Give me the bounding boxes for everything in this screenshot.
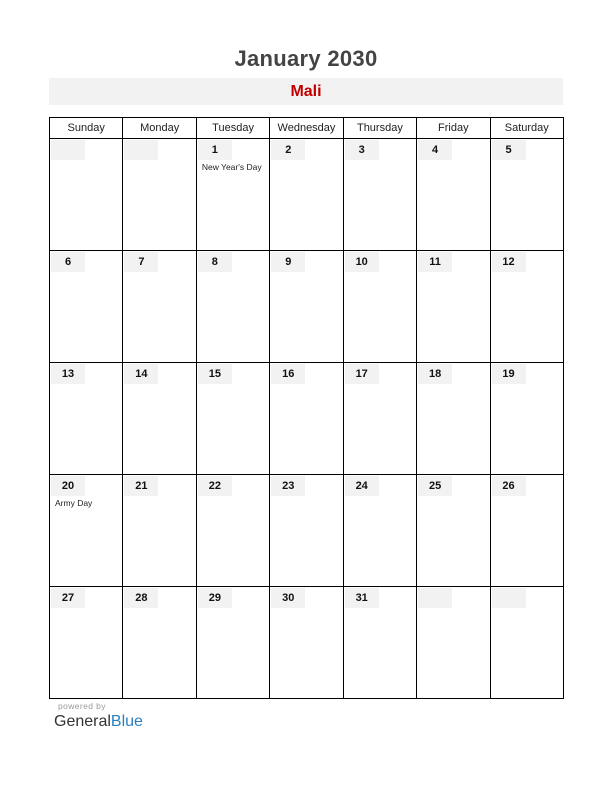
week-row	[50, 251, 564, 363]
day-cell	[490, 475, 563, 587]
weekday-monday: Monday	[123, 118, 196, 139]
weekday-saturday: Saturday	[490, 118, 563, 139]
day-cell	[343, 363, 416, 475]
day-cell	[196, 587, 269, 699]
day-cell	[417, 587, 490, 699]
day-number: 6	[51, 252, 85, 272]
day-number: 13	[51, 364, 85, 384]
day-number: 5	[492, 140, 526, 160]
day-cell	[417, 139, 490, 251]
brand-general: General	[54, 713, 111, 730]
brand-blue: Blue	[110, 713, 143, 730]
day-cell	[490, 587, 563, 699]
day-number	[51, 140, 85, 160]
day-cell	[196, 363, 269, 475]
day-number: 26	[492, 476, 526, 496]
country-banner	[49, 78, 563, 105]
day-number: 12	[492, 252, 526, 272]
day-cell	[270, 139, 343, 251]
day-number: 28	[124, 588, 158, 608]
day-number: 3	[345, 140, 379, 160]
day-cell	[123, 587, 196, 699]
day-number	[124, 140, 158, 160]
day-cell	[270, 251, 343, 363]
holiday-label: New Year's Day	[201, 162, 262, 172]
week-row	[50, 363, 564, 475]
day-cell	[417, 363, 490, 475]
country-name: Mali	[290, 83, 322, 100]
day-cell	[50, 139, 123, 251]
day-cell	[270, 475, 343, 587]
day-number: 15	[198, 364, 232, 384]
day-number: 8	[198, 252, 232, 272]
day-number: 11	[418, 252, 452, 272]
day-number: 10	[345, 252, 379, 272]
day-number: 18	[418, 364, 452, 384]
day-number: 19	[492, 364, 526, 384]
day-cell	[343, 475, 416, 587]
day-number: 7	[124, 252, 158, 272]
week-row	[50, 139, 564, 251]
day-number	[418, 588, 452, 608]
day-cell	[50, 363, 123, 475]
calendar-title: January 2030	[234, 46, 378, 71]
weekday-friday: Friday	[417, 118, 490, 139]
day-cell	[270, 363, 343, 475]
day-cell	[417, 251, 490, 363]
powered-by-text: powered by	[58, 701, 106, 711]
weekday-thursday: Thursday	[343, 118, 416, 139]
holiday-label: Army Day	[55, 498, 93, 508]
day-cell	[50, 587, 123, 699]
day-cell	[270, 587, 343, 699]
day-number: 2	[271, 140, 305, 160]
calendar-grid	[49, 117, 564, 699]
day-number: 27	[51, 588, 85, 608]
calendar-body	[50, 139, 564, 699]
day-cell	[196, 251, 269, 363]
day-cell	[343, 139, 416, 251]
day-number: 22	[198, 476, 232, 496]
day-number: 20	[51, 476, 85, 496]
day-number: 16	[271, 364, 305, 384]
week-row	[50, 475, 564, 587]
weekday-header-row	[50, 118, 564, 139]
day-number: 29	[198, 588, 232, 608]
day-number: 24	[345, 476, 379, 496]
weekday-tuesday: Tuesday	[196, 118, 269, 139]
day-cell	[490, 139, 563, 251]
day-number: 21	[124, 476, 158, 496]
day-number: 4	[418, 140, 452, 160]
day-number: 30	[271, 588, 305, 608]
day-number: 31	[345, 588, 379, 608]
day-cell	[196, 475, 269, 587]
day-cell	[123, 363, 196, 475]
weekday-sunday: Sunday	[50, 118, 123, 139]
day-cell	[50, 475, 123, 587]
weekday-wednesday: Wednesday	[270, 118, 343, 139]
day-number: 14	[124, 364, 158, 384]
day-number: 9	[271, 252, 305, 272]
day-number: 23	[271, 476, 305, 496]
day-number: 1	[198, 140, 232, 160]
day-number: 17	[345, 364, 379, 384]
day-cell	[490, 363, 563, 475]
day-number	[492, 588, 526, 608]
day-cell	[123, 139, 196, 251]
day-cell	[343, 587, 416, 699]
day-cell	[417, 475, 490, 587]
week-row	[50, 587, 564, 699]
day-cell	[123, 251, 196, 363]
day-cell	[490, 251, 563, 363]
day-cell	[196, 139, 269, 251]
day-cell	[50, 251, 123, 363]
day-number: 25	[418, 476, 452, 496]
generalblue-logo[interactable]	[54, 713, 143, 731]
day-cell	[123, 475, 196, 587]
day-cell	[343, 251, 416, 363]
